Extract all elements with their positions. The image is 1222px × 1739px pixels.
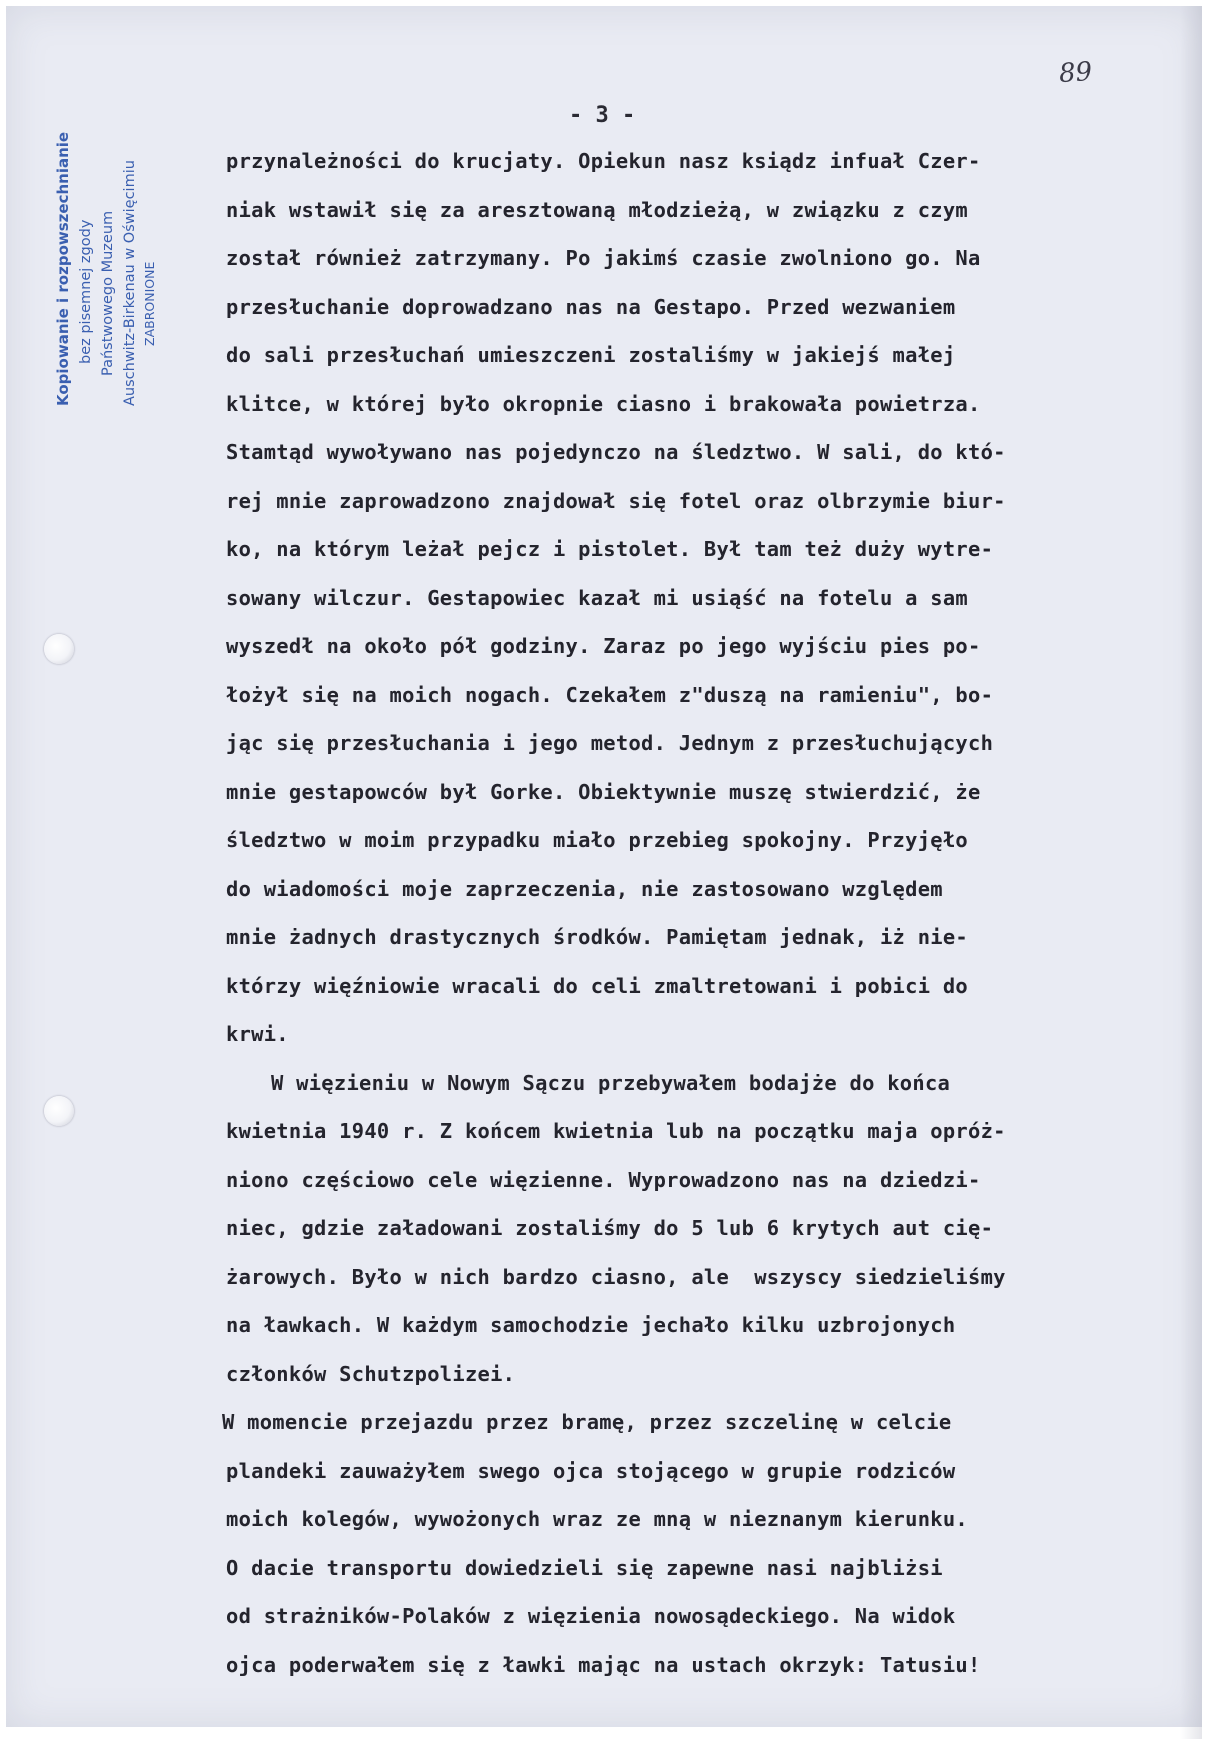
text-line: krwi. (226, 1022, 289, 1046)
text-line: kwietnia 1940 r. Z końcem kwietnia lub na początku maja opróż- (226, 1119, 1006, 1143)
text-line: plandeki zauważyłem swego ojca stojącego w grupie rodziców (226, 1458, 956, 1483)
stamp-line-1: Kopiowanie i rozpowszechnianie (54, 131, 72, 406)
paragraph-start-line: W momencie przejazdu przez bramę, przez szczelinę w celcie (222, 1410, 952, 1434)
text-line: którzy więźniowie wracali do celi zmaltretowani i pobici do (226, 973, 968, 998)
text-line: do wiadomości moje zaprzeczenia, nie zastosowano względem (226, 876, 943, 901)
handwritten-folio-number: 89 (1057, 56, 1094, 90)
text-line: członków Schutzpolizei. (226, 1361, 516, 1386)
text-line: Stamtąd wywoływano nas pojedynczo na śledztwo. W sali, do któ- (226, 440, 1006, 464)
text-line: O dacie transportu dowiedzieli się zapewne nasi najbliżsi (226, 1555, 943, 1580)
archive-copyright-stamp (44, 96, 174, 426)
text-line: mnie gestapowców był Gorke. Obiektywnie muszę stwierdzić, że (226, 779, 981, 804)
text-line: przynależności do krucjaty. Opiekun nasz ksiądz infuał Czer- (226, 149, 981, 173)
text-line: niak wstawił się za aresztowaną młodzieżą, w związku z czym (226, 197, 968, 222)
text-line: przesłuchanie doprowadzano nas na Gestapo. Przed wezwaniem (226, 294, 956, 319)
document-page (6, 6, 1202, 1727)
text-line: od strażników-Polaków z więzienia nowosądeckiego. Na widok (226, 1604, 956, 1628)
stamp-line-2: bez pisemnej zgody (78, 219, 94, 364)
text-line: rej mnie zaprowadzono znajdował się fotel oraz olbrzymie biur- (226, 488, 1006, 513)
text-line: wyszedł na około pół godziny. Zaraz po jego wyjściu pies po- (226, 634, 981, 658)
text-line: śledztwo w moim przypadku miało przebieg spokojny. Przyjęło (226, 828, 968, 852)
text-line: łożył się na moich nogach. Czekałem z"duszą na ramieniu", bo- (226, 682, 994, 707)
stamp-line-4: Auschwitz-Birkenau w Oświęcimiu (122, 160, 138, 406)
text-line: niec, gdzie załadowani zostaliśmy do 5 lub 6 krytych aut cię- (226, 1216, 994, 1240)
text-line: ko, na którym leżał pejcz i pistolet. Był tam też duży wytre- (226, 537, 994, 561)
text-line: jąc się przesłuchania i jego metod. Jednym z przesłuchujących (226, 731, 994, 755)
text-line: żarowych. Było w nich bardzo ciasno, ale wszyscy siedzieliśmy (226, 1264, 1006, 1289)
text-line: sowany wilczur. Gestapowiec kazał mi usiąść na fotelu a sam (226, 585, 968, 610)
punch-hole (44, 634, 74, 664)
paragraph-start-line: W więzieniu w Nowym Sączu przebywałem bodajże do końca (271, 1070, 951, 1095)
text-line: mnie żadnych drastycznych środków. Pamiętam jednak, iż nie- (226, 925, 968, 949)
stamp-line-5: ZABRONIONE (142, 261, 157, 346)
text-line: ojca poderwałem się z ławki mając na ustach okrzyk: Tatusiu! (226, 1652, 981, 1677)
text-line: moich kolegów, wywożonych wraz ze mną w nieznanym kierunku. (226, 1507, 968, 1531)
typewritten-body (222, 137, 1166, 1689)
text-line: na ławkach. W każdym samochodzie jechało kilku uzbrojonych (226, 1313, 956, 1337)
text-line: został również zatrzymany. Po jakimś czasie zwolniono go. Na (226, 246, 981, 270)
page-number: - 3 - (569, 103, 636, 128)
text-line: niono częściowo cele więzienne. Wyprowadzono nas na dziedzi- (226, 1167, 981, 1192)
stamp-line-3: Państwowego Muzeum (100, 210, 116, 376)
text-line: klitce, w której było okropnie ciasno i brakowała powietrza. (226, 391, 981, 416)
punch-hole (44, 1096, 74, 1126)
page-edge-shadow (1180, 6, 1202, 1739)
text-line: do sali przesłuchań umieszczeni zostaliśmy w jakiejś małej (226, 343, 956, 367)
archive-stamp-text (44, 96, 174, 426)
